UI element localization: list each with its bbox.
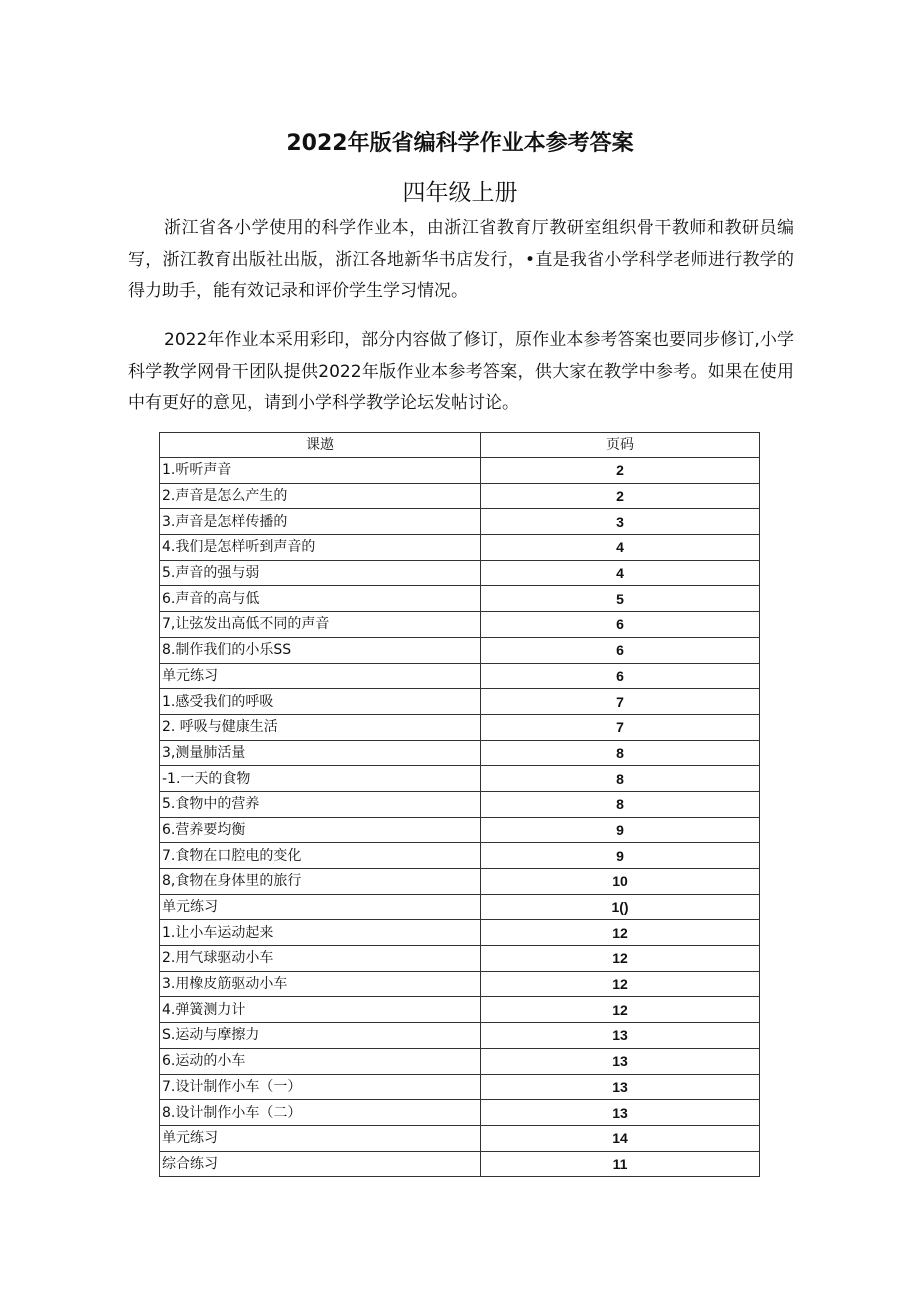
row-page: 1() — [481, 894, 760, 920]
row-page: 7 — [481, 689, 760, 715]
row-topic: 1.感受我们的呼吸 — [160, 689, 481, 715]
row-page: 13 — [481, 1023, 760, 1049]
header-topic: 课遨 — [160, 433, 481, 458]
row-topic: 6.营养要均衡 — [160, 817, 481, 843]
row-topic: 5.声音的强与弱 — [160, 560, 481, 586]
row-topic: 8.设计制作小车（二） — [160, 1100, 481, 1126]
row-topic: -1.一天的食物 — [160, 766, 481, 792]
row-page: 12 — [481, 920, 760, 946]
row-page: 6 — [481, 663, 760, 689]
table-row — [160, 1125, 760, 1151]
row-page: 12 — [481, 946, 760, 972]
contents-table — [159, 432, 760, 1177]
row-page: 6 — [481, 637, 760, 663]
row-page: 9 — [481, 817, 760, 843]
row-topic: 单元练习 — [160, 663, 481, 689]
row-topic: 单元练习 — [160, 1125, 481, 1151]
table-row — [160, 663, 760, 689]
table-row — [160, 714, 760, 740]
row-page: 8 — [481, 766, 760, 792]
intro-paragraph: 浙江省各小学使用的科学作业本，由浙江省教育厅教研室组织骨干教师和教研员编写，浙江教育出版社出版，浙江各地新华书店发行，•直是我省小学科学老师进行教学的得力助手，能有效记录和评价学生学习情况。 — [128, 218, 794, 301]
table-row — [160, 689, 760, 715]
table-row — [160, 817, 760, 843]
table-row — [160, 1074, 760, 1100]
row-page: 2 — [481, 458, 760, 484]
table-row — [160, 612, 760, 638]
row-topic: 3,测量肺活量 — [160, 740, 481, 766]
table-row — [160, 458, 760, 484]
table-row — [160, 535, 760, 561]
row-topic: 7,让弦发出高低不同的声音 — [160, 612, 481, 638]
table-row — [160, 766, 760, 792]
table-row — [160, 483, 760, 509]
row-page: 13 — [481, 1100, 760, 1126]
row-topic: 2.用气球驱动小车 — [160, 946, 481, 972]
document-title: 2022年版省编科学作业本参考答案 — [286, 131, 634, 156]
row-page: 8 — [481, 791, 760, 817]
table-row — [160, 843, 760, 869]
row-topic: 2.声音是怎么产生的 — [160, 483, 481, 509]
table-row — [160, 920, 760, 946]
row-topic: 7.食物在口腔电的变化 — [160, 843, 481, 869]
table-row — [160, 894, 760, 920]
row-page: 4 — [481, 560, 760, 586]
table-row — [160, 560, 760, 586]
row-topic: 5.食物中的营养 — [160, 791, 481, 817]
row-page: 12 — [481, 971, 760, 997]
table-row — [160, 997, 760, 1023]
row-topic: 单元练习 — [160, 894, 481, 920]
table-body — [160, 458, 760, 1177]
row-topic: 综合练习 — [160, 1151, 481, 1177]
row-topic: 1.让小车运动起来 — [160, 920, 481, 946]
table-row — [160, 869, 760, 895]
row-page: 13 — [481, 1074, 760, 1100]
row-page: 14 — [481, 1125, 760, 1151]
table-row — [160, 740, 760, 766]
row-page: 13 — [481, 1048, 760, 1074]
row-topic: 4.弹簧测力计 — [160, 997, 481, 1023]
table-row — [160, 586, 760, 612]
table-row — [160, 791, 760, 817]
table-row — [160, 1100, 760, 1126]
row-topic: 6.运动的小车 — [160, 1048, 481, 1074]
table-row — [160, 1151, 760, 1177]
row-topic: 3.声音是怎样传播的 — [160, 509, 481, 535]
row-page: 7 — [481, 714, 760, 740]
row-page: 12 — [481, 997, 760, 1023]
row-page: 6 — [481, 612, 760, 638]
row-topic: S.运动与摩擦力 — [160, 1023, 481, 1049]
row-topic: 8.制作我们的小乐SS — [160, 637, 481, 663]
row-page: 11 — [481, 1151, 760, 1177]
table-header-row — [160, 433, 760, 458]
row-page: 2 — [481, 483, 760, 509]
row-page: 9 — [481, 843, 760, 869]
row-topic: 1.听听声音 — [160, 458, 481, 484]
header-page: 页码 — [481, 433, 760, 458]
document-subtitle: 四年级上册 — [402, 180, 518, 206]
row-page: 4 — [481, 535, 760, 561]
revision-paragraph: 2022年作业本采用彩印，部分内容做了修订，原作业本参考答案也要同步修订,小学科学教学网骨干团队提供2022年版作业本参考答案，供大家在教学中参考。如果在使用中有更好的意见，请到小学科学教学论坛发帖讨论。 — [128, 330, 794, 413]
row-page: 3 — [481, 509, 760, 535]
row-topic: 3.用橡皮筋驱动小车 — [160, 971, 481, 997]
table-row — [160, 509, 760, 535]
row-page: 8 — [481, 740, 760, 766]
row-topic: 7.设计制作小车（一） — [160, 1074, 481, 1100]
row-page: 5 — [481, 586, 760, 612]
table-row — [160, 971, 760, 997]
row-topic: 6.声音的高与低 — [160, 586, 481, 612]
table-row — [160, 1023, 760, 1049]
row-topic: 4.我们是怎样听到声音的 — [160, 535, 481, 561]
table-row — [160, 946, 760, 972]
row-topic: 8,食物在身体里的旅行 — [160, 869, 481, 895]
row-page: 10 — [481, 869, 760, 895]
table-row — [160, 637, 760, 663]
row-topic: 2. 呼吸与健康生活 — [160, 714, 481, 740]
table-row — [160, 1048, 760, 1074]
